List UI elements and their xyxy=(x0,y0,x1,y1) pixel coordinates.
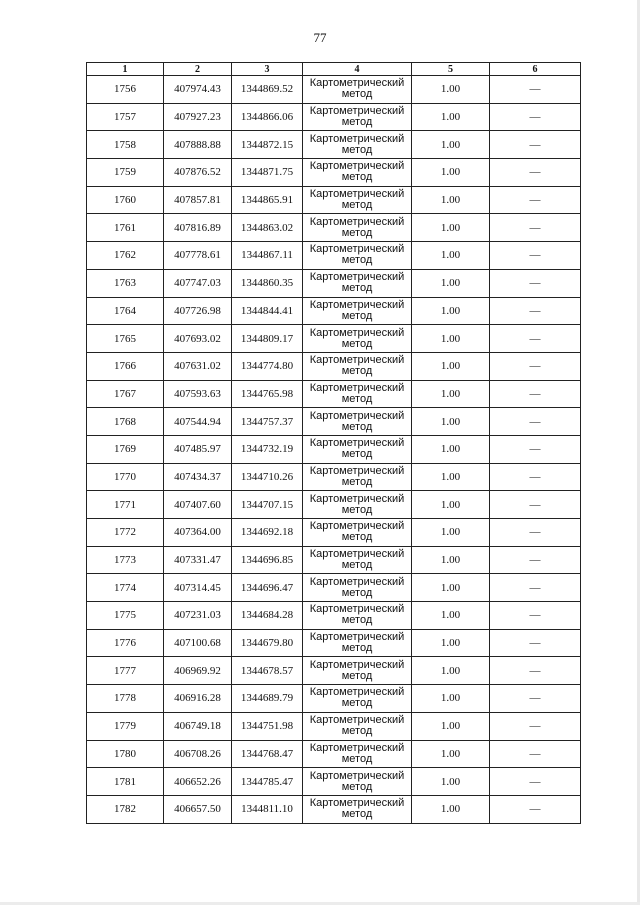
method-line-2: метод xyxy=(341,642,373,655)
cell-method xyxy=(303,602,412,630)
cell-x-coordinate: 406749.18 xyxy=(164,712,232,740)
cell-y-coordinate: 1344867.11 xyxy=(232,242,303,270)
cell-method xyxy=(303,76,412,104)
cell-point-number: 1764 xyxy=(87,297,164,325)
cell-accuracy: 1.00 xyxy=(412,214,490,242)
table-row xyxy=(87,380,581,408)
header-col-2: 2 xyxy=(164,63,232,76)
cell-x-coordinate: 406657.50 xyxy=(164,795,232,823)
cell-method xyxy=(303,159,412,187)
method-line-2: метод xyxy=(341,337,373,350)
cell-accuracy: 1.00 xyxy=(412,408,490,436)
cell-y-coordinate: 1344871.75 xyxy=(232,159,303,187)
cell-x-coordinate: 407888.88 xyxy=(164,131,232,159)
method-line-2: метод xyxy=(341,531,373,544)
cell-dash: — xyxy=(490,297,581,325)
table-row xyxy=(87,408,581,436)
cell-dash: — xyxy=(490,463,581,491)
method-line-2: метод xyxy=(341,171,373,184)
cell-point-number: 1760 xyxy=(87,186,164,214)
method-line-1: Картометрический xyxy=(309,409,405,422)
cell-accuracy: 1.00 xyxy=(412,76,490,104)
method-line-2: метод xyxy=(341,88,373,101)
cell-x-coordinate: 407816.89 xyxy=(164,214,232,242)
cell-x-coordinate: 407544.94 xyxy=(164,408,232,436)
cell-method xyxy=(303,325,412,353)
method-line-1: Картометрический xyxy=(309,797,405,810)
cell-dash: — xyxy=(490,574,581,602)
cell-accuracy: 1.00 xyxy=(412,186,490,214)
method-line-1: Картометрический xyxy=(309,271,405,284)
table-row xyxy=(87,159,581,187)
cell-method xyxy=(303,629,412,657)
cell-x-coordinate: 407857.81 xyxy=(164,186,232,214)
method-line-2: метод xyxy=(341,586,373,599)
method-line-1: Картометрический xyxy=(309,105,405,118)
cell-point-number: 1763 xyxy=(87,269,164,297)
cell-accuracy: 1.00 xyxy=(412,131,490,159)
cell-accuracy: 1.00 xyxy=(412,297,490,325)
cell-accuracy: 1.00 xyxy=(412,325,490,353)
method-line-2: метод xyxy=(341,116,373,129)
cell-accuracy: 1.00 xyxy=(412,740,490,768)
table-row xyxy=(87,795,581,823)
cell-dash: — xyxy=(490,768,581,796)
method-line-2: метод xyxy=(341,199,373,212)
cell-method xyxy=(303,103,412,131)
table-row xyxy=(87,629,581,657)
cell-method xyxy=(303,242,412,270)
cell-method xyxy=(303,408,412,436)
method-line-2: метод xyxy=(341,226,373,239)
cell-dash: — xyxy=(490,657,581,685)
cell-y-coordinate: 1344774.80 xyxy=(232,352,303,380)
cell-dash: — xyxy=(490,712,581,740)
cell-y-coordinate: 1344707.15 xyxy=(232,491,303,519)
header-col-6: 6 xyxy=(490,63,581,76)
method-line-1: Картометрический xyxy=(309,741,405,754)
table-row xyxy=(87,740,581,768)
method-line-2: метод xyxy=(341,725,373,738)
cell-x-coordinate: 407593.63 xyxy=(164,380,232,408)
method-line-2: метод xyxy=(341,254,373,267)
cell-x-coordinate: 407407.60 xyxy=(164,491,232,519)
cell-accuracy: 1.00 xyxy=(412,463,490,491)
method-line-2: метод xyxy=(341,365,373,378)
cell-y-coordinate: 1344860.35 xyxy=(232,269,303,297)
cell-x-coordinate: 406708.26 xyxy=(164,740,232,768)
cell-accuracy: 1.00 xyxy=(412,491,490,519)
table-row xyxy=(87,435,581,463)
cell-point-number: 1757 xyxy=(87,103,164,131)
cell-y-coordinate: 1344785.47 xyxy=(232,768,303,796)
method-line-1: Картометрический xyxy=(309,298,405,311)
cell-dash: — xyxy=(490,629,581,657)
cell-accuracy: 1.00 xyxy=(412,795,490,823)
cell-accuracy: 1.00 xyxy=(412,712,490,740)
cell-accuracy: 1.00 xyxy=(412,768,490,796)
method-line-2: метод xyxy=(341,143,373,156)
cell-method xyxy=(303,131,412,159)
table-row xyxy=(87,519,581,547)
method-line-1: Картометрический xyxy=(309,548,405,561)
cell-point-number: 1761 xyxy=(87,214,164,242)
table-row xyxy=(87,103,581,131)
cell-y-coordinate: 1344869.52 xyxy=(232,76,303,104)
table-row xyxy=(87,657,581,685)
cell-method xyxy=(303,214,412,242)
cell-y-coordinate: 1344863.02 xyxy=(232,214,303,242)
method-line-2: метод xyxy=(341,752,373,765)
cell-y-coordinate: 1344678.57 xyxy=(232,657,303,685)
cell-y-coordinate: 1344765.98 xyxy=(232,380,303,408)
cell-accuracy: 1.00 xyxy=(412,546,490,574)
table-row xyxy=(87,574,581,602)
cell-point-number: 1774 xyxy=(87,574,164,602)
cell-x-coordinate: 407231.03 xyxy=(164,602,232,630)
cell-y-coordinate: 1344811.10 xyxy=(232,795,303,823)
table-row xyxy=(87,463,581,491)
table-row xyxy=(87,186,581,214)
cell-y-coordinate: 1344768.47 xyxy=(232,740,303,768)
table-body xyxy=(87,76,581,824)
method-line-1: Картометрический xyxy=(309,686,405,699)
method-line-2: метод xyxy=(341,697,373,710)
cell-x-coordinate: 407631.02 xyxy=(164,352,232,380)
method-line-1: Картометрический xyxy=(309,658,405,671)
header-col-3: 3 xyxy=(232,63,303,76)
cell-dash: — xyxy=(490,103,581,131)
cell-point-number: 1759 xyxy=(87,159,164,187)
cell-accuracy: 1.00 xyxy=(412,574,490,602)
cell-point-number: 1773 xyxy=(87,546,164,574)
cell-dash: — xyxy=(490,685,581,713)
method-line-2: метод xyxy=(341,808,373,821)
method-line-2: метод xyxy=(341,503,373,516)
cell-x-coordinate: 407331.47 xyxy=(164,546,232,574)
cell-method xyxy=(303,740,412,768)
cell-y-coordinate: 1344872.15 xyxy=(232,131,303,159)
method-line-1: Картометрический xyxy=(309,243,405,256)
table-row xyxy=(87,214,581,242)
cell-dash: — xyxy=(490,602,581,630)
cell-x-coordinate: 406652.26 xyxy=(164,768,232,796)
cell-method xyxy=(303,712,412,740)
cell-accuracy: 1.00 xyxy=(412,352,490,380)
method-line-1: Картометрический xyxy=(309,603,405,616)
cell-dash: — xyxy=(490,435,581,463)
header-col-1: 1 xyxy=(87,63,164,76)
method-line-2: метод xyxy=(341,420,373,433)
method-line-1: Картометрический xyxy=(309,215,405,228)
cell-y-coordinate: 1344844.41 xyxy=(232,297,303,325)
cell-point-number: 1771 xyxy=(87,491,164,519)
cell-method xyxy=(303,546,412,574)
cell-x-coordinate: 406916.28 xyxy=(164,685,232,713)
cell-accuracy: 1.00 xyxy=(412,159,490,187)
table-row xyxy=(87,546,581,574)
method-line-2: метод xyxy=(341,780,373,793)
method-line-1: Картометрический xyxy=(309,769,405,782)
cell-method xyxy=(303,380,412,408)
cell-method xyxy=(303,519,412,547)
table-header-row xyxy=(87,63,581,76)
method-line-1: Картометрический xyxy=(309,520,405,533)
cell-point-number: 1762 xyxy=(87,242,164,270)
cell-method xyxy=(303,768,412,796)
method-line-1: Картометрический xyxy=(309,188,405,201)
cell-point-number: 1782 xyxy=(87,795,164,823)
cell-dash: — xyxy=(490,491,581,519)
cell-point-number: 1768 xyxy=(87,408,164,436)
cell-x-coordinate: 407314.45 xyxy=(164,574,232,602)
cell-x-coordinate: 407747.03 xyxy=(164,269,232,297)
table-row xyxy=(87,685,581,713)
cell-y-coordinate: 1344696.47 xyxy=(232,574,303,602)
table-row xyxy=(87,712,581,740)
cell-y-coordinate: 1344679.80 xyxy=(232,629,303,657)
cell-point-number: 1772 xyxy=(87,519,164,547)
cell-method xyxy=(303,795,412,823)
table-row xyxy=(87,242,581,270)
method-line-2: метод xyxy=(341,282,373,295)
method-line-1: Картометрический xyxy=(309,437,405,450)
cell-y-coordinate: 1344696.85 xyxy=(232,546,303,574)
coordinates-table xyxy=(86,62,581,824)
cell-method xyxy=(303,269,412,297)
cell-point-number: 1758 xyxy=(87,131,164,159)
method-line-1: Картометрический xyxy=(309,77,405,90)
cell-accuracy: 1.00 xyxy=(412,435,490,463)
cell-point-number: 1765 xyxy=(87,325,164,353)
cell-dash: — xyxy=(490,159,581,187)
cell-x-coordinate: 407100.68 xyxy=(164,629,232,657)
method-line-1: Картометрический xyxy=(309,714,405,727)
method-line-2: метод xyxy=(341,614,373,627)
cell-method xyxy=(303,574,412,602)
cell-accuracy: 1.00 xyxy=(412,685,490,713)
table-row xyxy=(87,76,581,104)
cell-method xyxy=(303,297,412,325)
cell-point-number: 1779 xyxy=(87,712,164,740)
cell-x-coordinate: 407876.52 xyxy=(164,159,232,187)
table-row xyxy=(87,602,581,630)
cell-point-number: 1770 xyxy=(87,463,164,491)
cell-point-number: 1756 xyxy=(87,76,164,104)
cell-y-coordinate: 1344689.79 xyxy=(232,685,303,713)
cell-point-number: 1780 xyxy=(87,740,164,768)
method-line-1: Картометрический xyxy=(309,492,405,505)
cell-y-coordinate: 1344732.19 xyxy=(232,435,303,463)
method-line-2: метод xyxy=(341,448,373,461)
method-line-1: Картометрический xyxy=(309,464,405,477)
cell-y-coordinate: 1344757.37 xyxy=(232,408,303,436)
cell-accuracy: 1.00 xyxy=(412,602,490,630)
method-line-1: Картометрический xyxy=(309,575,405,588)
cell-x-coordinate: 407364.00 xyxy=(164,519,232,547)
cell-dash: — xyxy=(490,740,581,768)
method-line-1: Картометрический xyxy=(309,381,405,394)
cell-x-coordinate: 407778.61 xyxy=(164,242,232,270)
cell-accuracy: 1.00 xyxy=(412,269,490,297)
header-col-5: 5 xyxy=(412,63,490,76)
cell-point-number: 1775 xyxy=(87,602,164,630)
cell-dash: — xyxy=(490,76,581,104)
method-line-1: Картометрический xyxy=(309,354,405,367)
method-line-1: Картометрический xyxy=(309,326,405,339)
method-line-2: метод xyxy=(341,669,373,682)
cell-dash: — xyxy=(490,380,581,408)
cell-accuracy: 1.00 xyxy=(412,380,490,408)
method-line-2: метод xyxy=(341,392,373,405)
cell-y-coordinate: 1344865.91 xyxy=(232,186,303,214)
cell-method xyxy=(303,685,412,713)
cell-y-coordinate: 1344684.28 xyxy=(232,602,303,630)
cell-method xyxy=(303,463,412,491)
cell-method xyxy=(303,352,412,380)
table-row xyxy=(87,352,581,380)
cell-x-coordinate: 406969.92 xyxy=(164,657,232,685)
cell-point-number: 1776 xyxy=(87,629,164,657)
cell-dash: — xyxy=(490,546,581,574)
table-row xyxy=(87,768,581,796)
cell-dash: — xyxy=(490,352,581,380)
cell-accuracy: 1.00 xyxy=(412,629,490,657)
cell-dash: — xyxy=(490,269,581,297)
method-line-1: Картометрический xyxy=(309,132,405,145)
cell-y-coordinate: 1344809.17 xyxy=(232,325,303,353)
cell-y-coordinate: 1344692.18 xyxy=(232,519,303,547)
cell-point-number: 1781 xyxy=(87,768,164,796)
cell-accuracy: 1.00 xyxy=(412,103,490,131)
table-row xyxy=(87,325,581,353)
method-line-2: метод xyxy=(341,309,373,322)
cell-x-coordinate: 407434.37 xyxy=(164,463,232,491)
cell-x-coordinate: 407927.23 xyxy=(164,103,232,131)
cell-accuracy: 1.00 xyxy=(412,519,490,547)
cell-dash: — xyxy=(490,214,581,242)
page-number: 77 xyxy=(313,30,327,45)
cell-y-coordinate: 1344710.26 xyxy=(232,463,303,491)
method-line-1: Картометрический xyxy=(309,631,405,644)
cell-dash: — xyxy=(490,131,581,159)
table-row xyxy=(87,491,581,519)
table-row xyxy=(87,297,581,325)
cell-dash: — xyxy=(490,795,581,823)
cell-method xyxy=(303,186,412,214)
cell-dash: — xyxy=(490,325,581,353)
cell-point-number: 1777 xyxy=(87,657,164,685)
cell-y-coordinate: 1344751.98 xyxy=(232,712,303,740)
cell-point-number: 1769 xyxy=(87,435,164,463)
method-line-2: метод xyxy=(341,475,373,488)
cell-accuracy: 1.00 xyxy=(412,657,490,685)
cell-point-number: 1778 xyxy=(87,685,164,713)
cell-dash: — xyxy=(490,242,581,270)
cell-x-coordinate: 407485.97 xyxy=(164,435,232,463)
cell-dash: — xyxy=(490,186,581,214)
cell-dash: — xyxy=(490,408,581,436)
cell-point-number: 1766 xyxy=(87,352,164,380)
cell-dash: — xyxy=(490,519,581,547)
cell-accuracy: 1.00 xyxy=(412,242,490,270)
cell-y-coordinate: 1344866.06 xyxy=(232,103,303,131)
cell-x-coordinate: 407693.02 xyxy=(164,325,232,353)
cell-point-number: 1767 xyxy=(87,380,164,408)
table-row xyxy=(87,269,581,297)
method-line-1: Картометрический xyxy=(309,160,405,173)
header-col-4: 4 xyxy=(303,63,412,76)
cell-method xyxy=(303,491,412,519)
cell-method xyxy=(303,435,412,463)
cell-x-coordinate: 407726.98 xyxy=(164,297,232,325)
table-row xyxy=(87,131,581,159)
method-line-2: метод xyxy=(341,559,373,572)
cell-method xyxy=(303,657,412,685)
cell-x-coordinate: 407974.43 xyxy=(164,76,232,104)
